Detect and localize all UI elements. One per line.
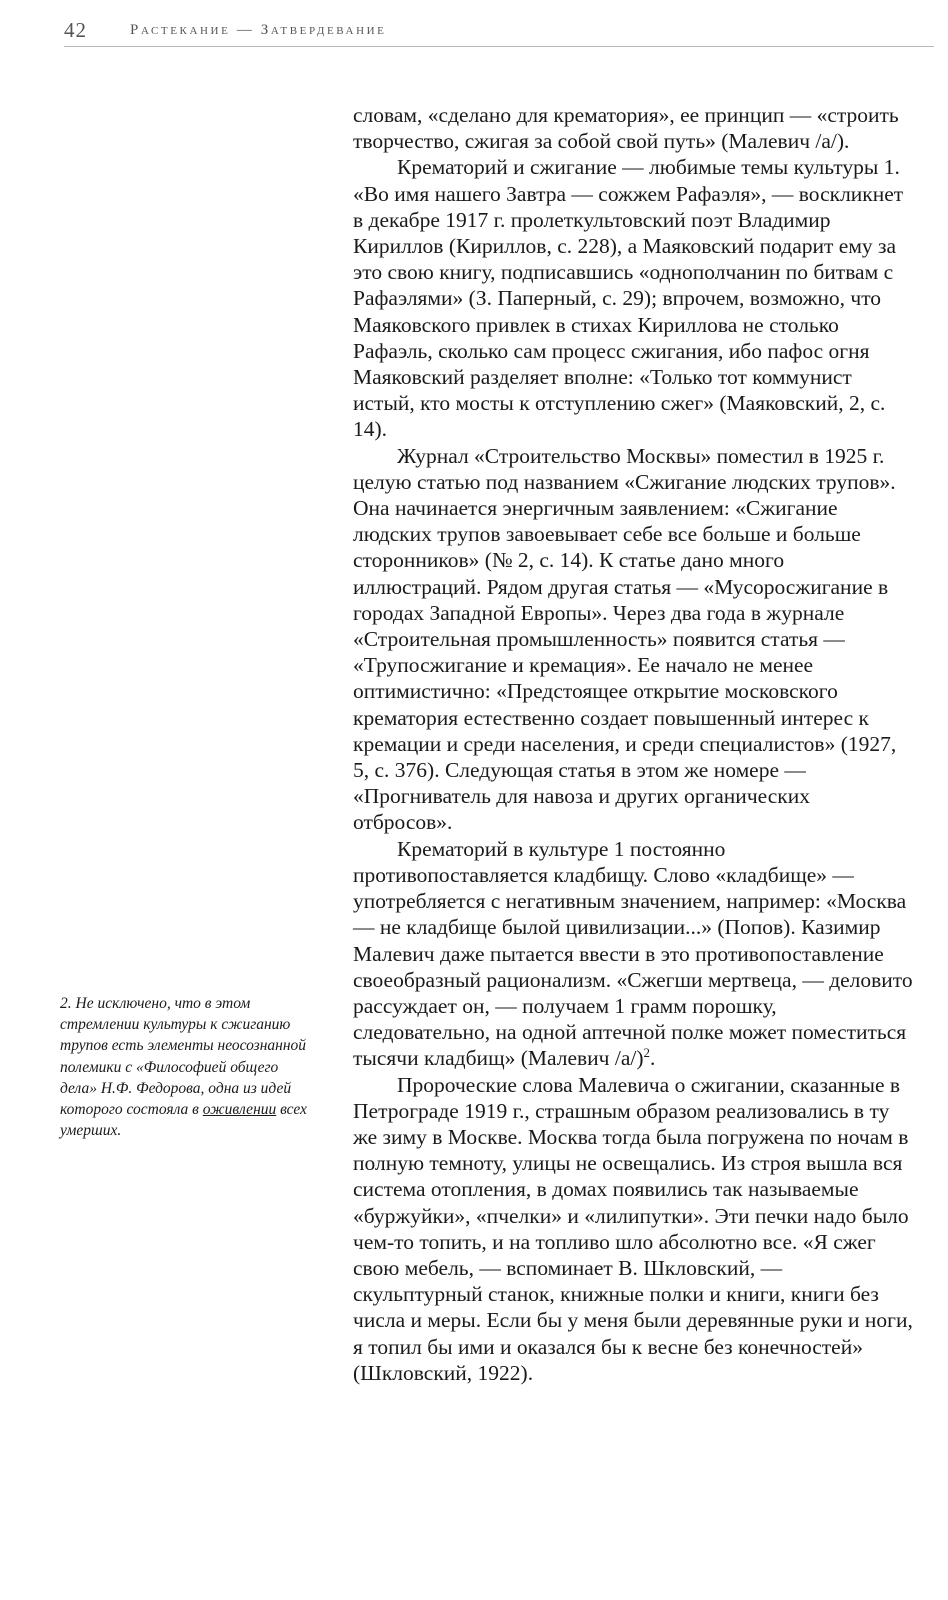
paragraph-4 <box>353 836 913 1072</box>
footnote-text <box>60 993 318 1141</box>
side-footnote <box>60 993 318 1141</box>
running-title: Растекание — Затвердевание <box>130 22 387 38</box>
footnote-text-start: 2. Не исключено, что в этом стремлении культуры к сжиганию трупов есть элементы неосознанной полемики с «Философией общего дела» Н.Ф. Федорова, одна из идей которого состояла в <box>60 995 307 1119</box>
paragraph-4-text: Крематорий в культуре 1 постоянно противопоставляется кладбищу. Слово «кладбище» — употребляется с негативным значением, например: «Москва — не кладбище былой цивилизации...» (Попов). Казимир Малевич даже пытается ввести в это противопоставление своеобразный рационализм. «Сжегши мертвеца, — деловито рассуждает он, — получаем 1 грамм порошку, следовательно, на одной аптечной полке может поместиться тысячи кладбищ» (Малевич /а/) <box>353 836 913 1071</box>
page-number: 42 <box>64 18 87 42</box>
main-text-column <box>353 102 913 1386</box>
paragraph-4-end: . <box>650 1046 656 1071</box>
page-header <box>64 16 934 47</box>
paragraph-2: Крематорий и сжигание — любимые темы культуры 1. «Во имя нашего Завтра — сожжем Рафаэля», — воскликнет в декабре 1917 г. пролеткультовский поэт Владимир Кириллов (Кириллов, с. 228), а Маяковский подарит ему за это свою книгу, подписавшись «однополчанин по битвам с Рафаэлями» (З. Паперный, с. 29); впрочем, возможно, что Маяковского привлек в стихах Кириллова не столько Рафаэль, сколько сам процесс сжигания, ибо пафос огня Маяковский разделяет вполне: «Только тот коммунист истый, кто мосты к отступлению сжег» (Маяковский, 2, с. 14). <box>353 155 904 442</box>
paragraph-5: Пророческие слова Малевича о сжигании, сказанные в Петрограде 1919 г., страшным образом реализовались в ту же зиму в Москве. Москва тогда была погружена по ночам в полную темноту, улицы не освещались. Из строя вышла вся система отопления, в домах появились так называемые «буржуйки», «пчелки» и «лилипутки». Эти печки надо было чем-то топить, и на топливо шло абсолютно все. «Я сжег свою мебель, — вспоминает В. Шкловский, — скульптурный станок, книжные полки и книги, книги без числа и меры. Если бы у меня были деревянные руки и ноги, я топил бы ими и оказался бы к весне без конечностей» (Шкловский, 1922). <box>353 1072 913 1385</box>
footnote-underlined-word: оживлении <box>202 1101 277 1119</box>
footnote-text-end: всех умерших. <box>60 1101 307 1140</box>
paragraph-3: Журнал «Строительство Москвы» поместил в 1925 г. целую статью под названием «Сжигание людских трупов». Она начинается энергичным заявлением: «Сжигание людских трупов завоевывает себе все больше и больше сторонников» (№ 2, с. 14). К статье дано много иллюстраций. Рядом другая статья — «Мусоросжигание в городах Западной Европы». Через два года в журнале «Строительная промышленность» появится статья — «Трупосжигание и кремация». Ее начало не менее оптимистично: «Предстоящее открытие московского крематория естественно создает повышенный интерес к кремации и среди населения, и среди специалистов» (1927, 5, с. 376). Следующая статья в этом же номере — «Прогниватель для навоза и других органических отбросов». <box>353 443 897 835</box>
paragraph-1: словам, «сделано для крематория», ее принцип — «строить творчество, сжигая за собой свой путь» (Малевич /а/). <box>353 103 899 154</box>
footnote-reference: 2 <box>643 1045 651 1061</box>
